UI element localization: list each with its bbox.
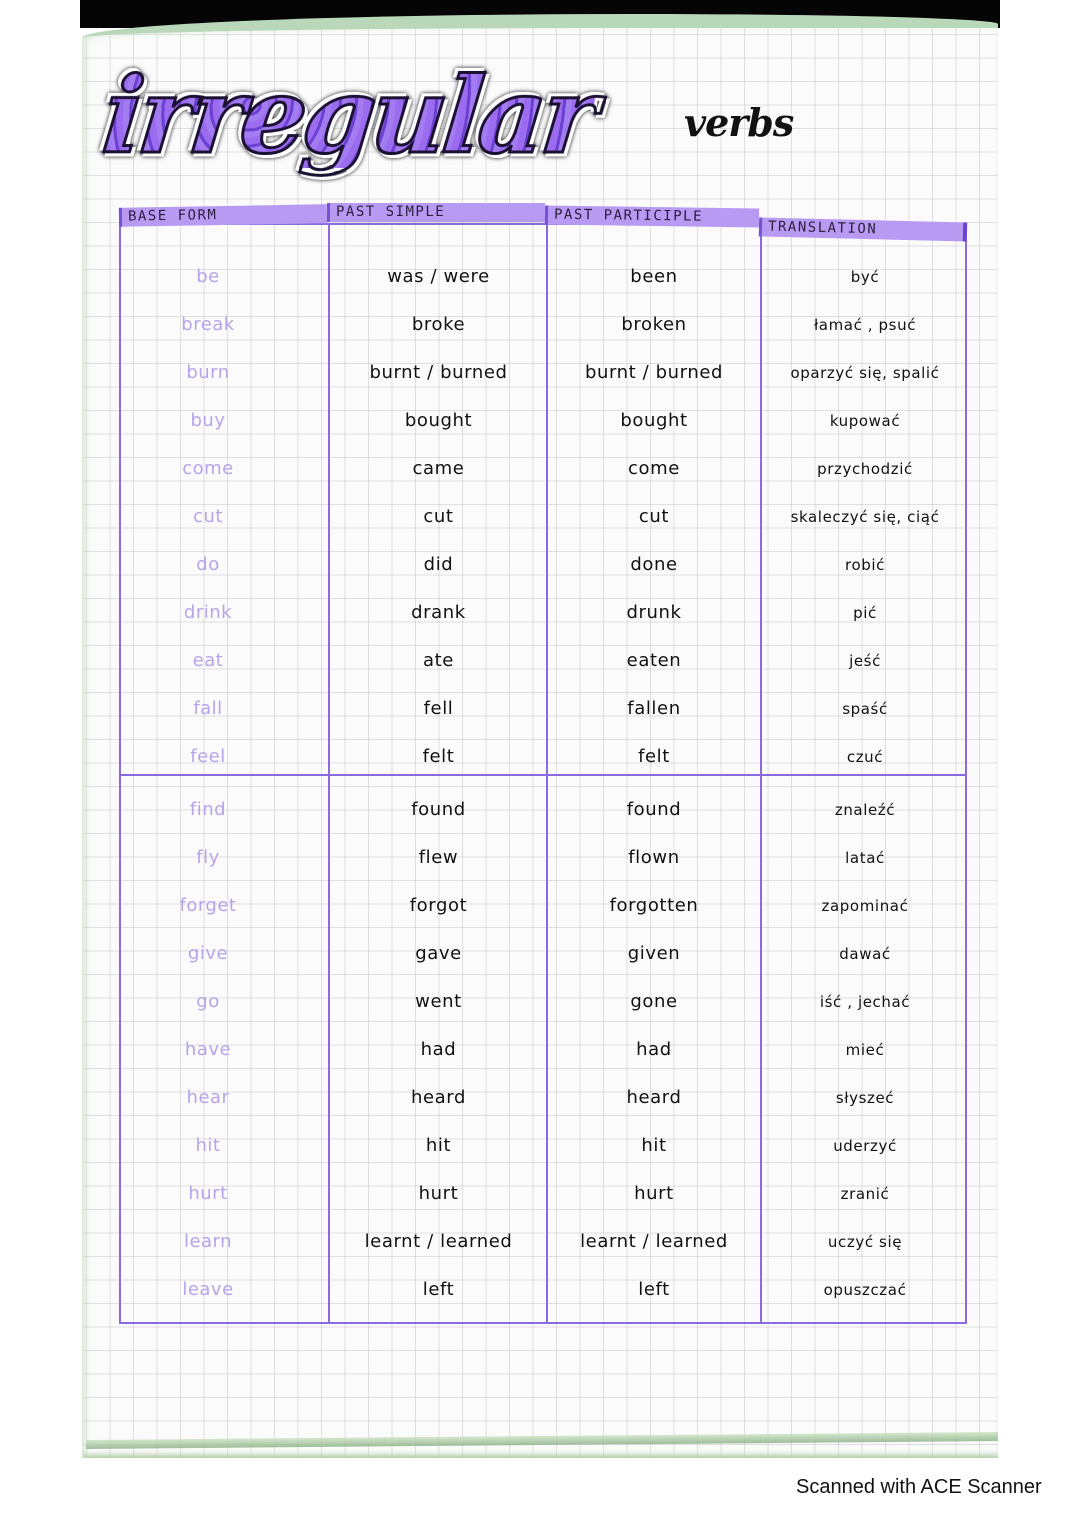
table-row [121,882,969,930]
translation-cell: opuszczać [823,1281,907,1299]
past-participle-cell: broken [621,314,687,335]
title-verbs: verbs [684,100,794,145]
table-row [121,786,969,834]
table-row [121,930,969,978]
translation-cell: przychodzić [817,460,913,478]
table-row [121,589,969,637]
translation-cell: łamać , psuć [813,316,917,334]
translation-cell: zapominać [821,897,909,915]
past-simple-cell: cut [423,506,454,527]
past-simple-cell: heard [410,1087,467,1108]
table-header [119,201,967,241]
past-participle-cell: been [630,266,678,287]
translation-cell: uderzyć [833,1137,897,1155]
base-form-cell: fly [196,847,220,868]
table-row [121,493,969,541]
table-row [121,397,969,445]
past-participle-cell: left [638,1279,670,1300]
past-simple-cell: was / were [387,266,490,287]
past-participle-cell: had [636,1039,672,1060]
base-form-cell: learn [183,1231,233,1252]
past-simple-cell: fell [423,698,454,719]
base-form-cell: hurt [188,1183,228,1204]
translation-cell: uczyć się [827,1233,903,1251]
base-form-cell: buy [190,410,226,431]
past-simple-cell: hurt [418,1183,459,1204]
table-row [121,637,969,685]
base-form-cell: have [184,1039,232,1060]
base-form-cell: drink [183,602,233,623]
past-participle-cell: learnt / learned [580,1231,728,1252]
base-form-cell: be [196,266,220,287]
translation-cell: oparzyć się, spalić [790,364,940,382]
base-form-cell: find [189,799,227,820]
past-participle-cell: gone [630,991,678,1012]
base-form-cell: cut [193,506,223,527]
table-row [121,1170,969,1218]
translation-cell: robić [845,556,885,574]
base-form-cell: burn [186,362,230,383]
past-simple-cell: went [415,991,462,1012]
past-simple-cell: bought [404,410,473,431]
table-block-2 [119,776,967,1324]
table-block-1 [119,223,967,776]
header-past-participle: PAST PARTICIPLE [545,206,759,228]
past-participle-cell: burnt / burned [584,362,724,383]
header-translation: TRANSLATION [759,217,967,241]
past-participle-cell: come [628,458,680,479]
past-simple-cell: did [423,554,454,575]
translation-cell: iść , jechać [819,993,911,1011]
base-form-cell: fall [193,698,223,719]
page-title [97,46,600,186]
translation-cell: zranić [840,1185,890,1203]
translation-cell: mieć [845,1041,885,1059]
past-simple-cell: broke [411,314,466,335]
table-row [121,445,969,493]
table-row [121,1218,969,1266]
past-simple-cell: flew [418,847,459,868]
translation-cell: znaleźć [834,801,896,819]
table-row [121,541,969,589]
past-simple-cell: burnt / burned [369,362,508,383]
past-participle-cell: eaten [626,650,682,671]
past-simple-cell: ate [423,650,454,671]
translation-cell: czuć [846,748,884,766]
table-row [121,1074,969,1122]
table-row [121,733,969,781]
past-participle-cell: felt [638,746,670,767]
translation-cell: spaść [842,700,888,718]
past-simple-cell: left [422,1279,455,1300]
table-row [121,1026,969,1074]
translation-cell: pić [853,604,877,622]
translation-cell: dawać [839,945,891,963]
translation-cell: kupować [829,412,901,430]
past-simple-cell: hit [425,1135,452,1156]
base-form-cell: give [187,943,229,964]
past-participle-cell: flown [628,847,680,868]
table-row [121,253,969,301]
past-participle-cell: done [630,554,678,575]
table-row [121,685,969,733]
header-base-form: BASE FORM [119,204,327,227]
past-simple-cell: drank [411,602,466,623]
base-form-cell: eat [192,650,224,671]
translation-cell: być [850,268,880,286]
table-row [121,301,969,349]
translation-cell: słyszeć [835,1089,895,1107]
base-form-cell: hit [195,1135,221,1156]
translation-cell: latać [845,849,885,867]
past-participle-cell: forgotten [609,895,699,916]
past-simple-cell: came [412,458,465,479]
past-participle-cell: fallen [627,698,681,719]
past-participle-cell: drunk [626,602,682,623]
base-form-cell: forget [179,895,237,916]
past-simple-cell: had [420,1039,457,1060]
table-row [121,1266,969,1314]
table-row [121,1122,969,1170]
base-form-cell: do [196,554,220,575]
base-form-cell: come [182,458,234,479]
past-participle-cell: given [627,943,681,964]
base-form-cell: break [181,314,235,335]
table-row [121,349,969,397]
translation-cell: skaleczyć się, ciąć [790,508,940,526]
past-participle-cell: found [626,799,682,820]
past-simple-cell: found [411,799,466,820]
past-participle-cell: bought [620,410,688,431]
table-row [121,978,969,1026]
header-past-simple: PAST SIMPLE [327,203,545,222]
translation-cell: jeść [849,652,881,670]
past-simple-cell: learnt / learned [364,1231,513,1252]
past-participle-cell: heard [626,1087,682,1108]
past-simple-cell: forgot [409,895,468,916]
base-form-cell: go [196,991,220,1012]
past-participle-cell: cut [638,506,670,527]
past-simple-cell: gave [415,943,462,964]
base-form-cell: leave [182,1279,234,1300]
scanner-watermark: Scanned with ACE Scanner [796,1476,1042,1498]
past-participle-cell: hit [641,1135,667,1156]
title-irregular: irregular [97,54,600,177]
past-simple-cell: felt [422,746,455,767]
table-row [121,834,969,882]
base-form-cell: hear [186,1087,230,1108]
base-form-cell: feel [190,746,226,767]
past-participle-cell: hurt [634,1183,674,1204]
